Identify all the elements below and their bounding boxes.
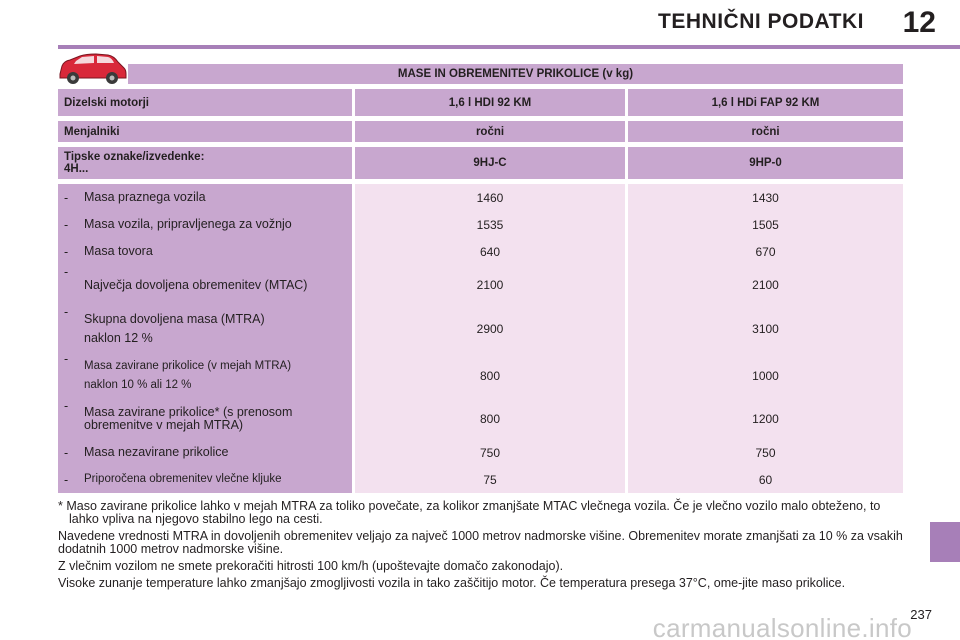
table-cell: 640: [479, 244, 501, 259]
chapter-title: TEHNIČNI PODATKI: [658, 10, 864, 33]
table-row-label: [58, 305, 352, 352]
row-label: Masa vozila, pripravljenega za vožnjo: [84, 217, 292, 231]
row-dash: -: [64, 445, 69, 460]
table-cell: 2100: [752, 278, 779, 292]
note-temperature: Visoke zunanje temperature lahko zmanjšajo zmogljivosti vozila in tako zaščitijo motor. Če temperatura presega 37°C, ome-jite maso prikolice.: [58, 576, 846, 590]
engine-row: [58, 89, 903, 116]
row-sublabel: naklon 10 % ali 12 %: [84, 378, 192, 391]
table-row-label: [58, 238, 352, 265]
table-cell: 3100: [752, 321, 779, 336]
row-dash: -: [64, 244, 69, 259]
row-label: Masa nezavirane prikolice: [84, 445, 229, 459]
table-body: [58, 184, 903, 493]
row-label: Največja dovoljena obremenitev (MTAC): [84, 277, 308, 292]
table-cell: 1535: [476, 217, 504, 232]
row-sublabel: naklon 12 %: [84, 330, 153, 345]
footnote: * Maso zavirane prikolice lahko v mejah MTRA za toliko povečate, za kolikor zmanjšate MTAC vlečnega vozila. Če je vlečno vozilo malo obteženo, to lahko vpliva na njegovo stabilno lego na cesti.: [58, 499, 881, 526]
header-rule: [58, 45, 960, 49]
label-column: [58, 184, 352, 493]
row-label: Masa zavirane prikolice (v mejah MTRA): [84, 359, 292, 372]
table-cell: 1460: [476, 190, 504, 205]
chapter-side-tab: [930, 522, 960, 562]
row-dash: -: [64, 217, 69, 232]
row-dash: -: [64, 352, 69, 366]
type-label: [58, 147, 352, 179]
row-dash: -: [64, 190, 69, 205]
table-cell: 1000: [752, 368, 779, 383]
table-cell: 2900: [476, 321, 504, 336]
trailer-mass-table: [58, 64, 903, 493]
chapter-number: 12: [902, 6, 936, 39]
value-column-2: [628, 184, 903, 493]
table-cell: 670: [755, 244, 776, 259]
engine-col2: 1,6 l HDi FAP 92 KM: [628, 89, 903, 116]
row-label: Masa tovora: [84, 244, 153, 258]
type-label-line2: 4H...: [64, 163, 89, 175]
value-column-1: [355, 184, 625, 493]
type-col1: 9HJ-C: [355, 147, 625, 179]
table-cell: 1505: [752, 217, 779, 232]
note-speed: Z vlečnim vozilom ne smete prekoračiti hitrosti 100 km/h (upoštevajte domačo zakonodajo).: [58, 559, 564, 573]
table-row-label: [58, 439, 352, 466]
watermark: carmanualsonline.info: [652, 613, 912, 640]
table-cell: 800: [479, 412, 501, 426]
row-dash: -: [64, 305, 69, 319]
gearbox-col2: ročni: [628, 121, 903, 142]
notes: [58, 500, 906, 594]
engine-label: Dizelski motorji: [58, 89, 352, 116]
table-cell: 1430: [752, 190, 779, 205]
row-label: Skupna dovoljena masa (MTRA): [84, 311, 265, 326]
table-cell: 2100: [476, 278, 504, 292]
table-caption: MASE IN OBREMENITEV PRIKOLICE (v kg): [128, 64, 903, 84]
type-col2: 9HP-0: [628, 147, 903, 179]
gearbox-row: [58, 121, 903, 142]
row-dash: -: [64, 399, 69, 413]
gearbox-label: Menjalniki: [58, 121, 352, 142]
type-label-line1: Tipske oznake/izvedenke:: [64, 151, 205, 163]
table-row-label: [58, 352, 352, 399]
table-row-label: [58, 466, 352, 493]
table-cell: 750: [755, 445, 776, 460]
table-cell: 60: [758, 472, 773, 487]
table-cell: 75: [483, 472, 497, 487]
table-cell: 800: [479, 368, 501, 383]
row-label: Priporočena obremenitev vlečne kljuke: [84, 473, 282, 485]
row-label: Masa zavirane prikolice* (s prenosom obremenitve v mejah MTRA): [84, 405, 293, 432]
table-row-label: [58, 211, 352, 238]
note-altitude: Navedene vrednosti MTRA in dovoljenih obremenitev veljajo za največ 1000 metrov nadmorske višine. Obremenitev morate zmanjšati za 10 % za vsakih dodatnih 1000 metrov nadmorske višine.: [58, 529, 903, 556]
engine-col1: 1,6 l HDI 92 KM: [355, 89, 625, 116]
table-row-label: [58, 265, 352, 305]
gearbox-col1: ročni: [355, 121, 625, 142]
table-cell: 750: [479, 445, 501, 460]
table-cell: 1200: [752, 412, 779, 426]
table-row-label: [58, 399, 352, 439]
row-dash: -: [64, 472, 69, 487]
page-number: 237: [910, 607, 932, 622]
table-row-label: [58, 184, 352, 211]
type-row: [58, 147, 903, 179]
row-label: Masa praznega vozila: [84, 190, 206, 204]
row-dash: -: [64, 265, 69, 279]
